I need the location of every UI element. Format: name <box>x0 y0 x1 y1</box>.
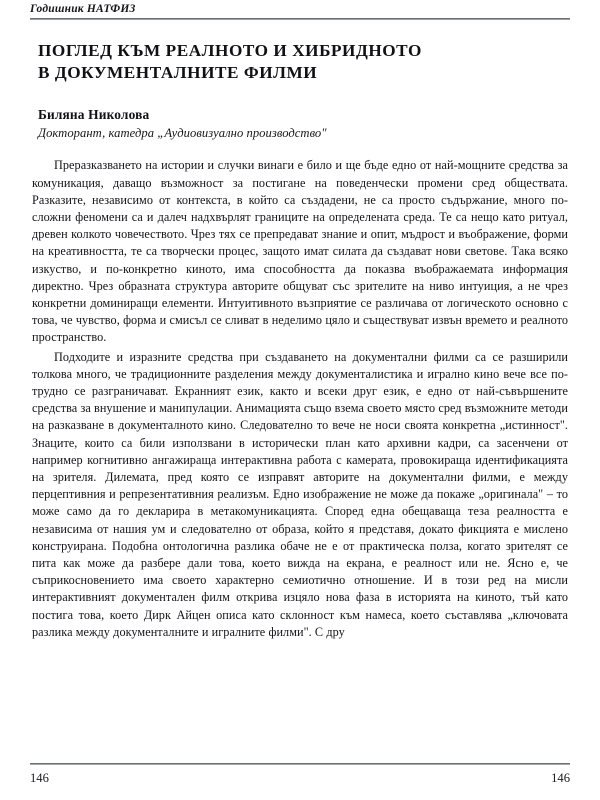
footer-row <box>30 771 570 786</box>
page-title-line-2: В ДОКУМЕНТАЛНИТЕ ФИЛМИ <box>38 62 318 82</box>
running-head: Годишник НАТФИЗ <box>30 3 136 15</box>
article-body <box>30 157 570 641</box>
title-block <box>30 40 570 83</box>
body-paragraph: Подходите и изразните средства при създаването на документални филми са се разширили толкова много, че традиционните разделения между документалистика и игрално кино вече все по-трудно се разграничават. Екранният език, както и всеки друг език, е едно от най-съвършените средства за внушение и манипулации. Анимацията също взема своето място сред възможните методи на разказване в документалното кино. Следователно то вече не носи своята конкретна „истинност". Знаците, които са били използвани в исторически план като архивни кадри, са засенчени от например когнитивно ангажираща интерактивна работа с камерата, провокираща идентификацията на зрителя. Дилемата, пред която се изправят авторите на документални филми, е между перцептивния и репрезентативния реализъм. Едно изображение не може да покаже „оригинала" – то може само да го декларира в метакомуникацията. Според една обещаваща теза реалността е независима от нашия ум и следователно от образа, който я представя, докато фикцията е мислено конструирана. Подобна онтологична разлика обаче не е от практическа полза, когато зрителят се пита как може да разбере дали това, което вижда на екрана, е реалност или не. Ясно е, че съприкосновението има своето характерно семиотично отношение. И в този ред на мисли интерактивният документален филм открива изцяло нова фаза в историята на киното, тъй като постига това, което Дирк Айцен описа като склонност към намеса, което съставлява „ключовата разлика между документалните и игралните филми". С дру <box>32 349 568 639</box>
header-divider <box>30 18 570 20</box>
page-number-right: 146 <box>551 771 570 785</box>
footer-divider <box>30 763 570 765</box>
page-number-left: 146 <box>30 771 49 785</box>
author-affiliation: Докторант, катедра „Аудиовизуално производство" <box>38 126 327 141</box>
body-paragraph: Преразказването на истории и случки винаги е било и ще бъде едно от най-мощните средства за комуникация, даващо възможност за постигане на поведенчески промени сред обществата. Разказите, независимо от контекста, в който са създадени, не са просто съдържание, много по-сложни феномени са и далеч надхвърлят границите на определената среда. Те са нещо като ритуал, древен колкото човечеството. Чрез тях се препредават знание и опит, мъдрост и въображение, форми на креативността, те са творчески процес, защото имат силата да създават нови светове. Така всяко изкуство, и по-конкретно киното, има способността да показва въображаемата информация директно. Чрез образната структура авторите общуват със зрителите на ниво интуиция, а не чрез конкретни доминиращи елементи. Интуитивното възприятие се различава от логическото основно с това, че чувство, форма и смисъл се сливат в неделимо цяло и съществуват извън времето и реалното пространство. <box>32 158 568 345</box>
author-block <box>30 107 570 141</box>
author-name: Биляна Николова <box>38 107 150 123</box>
page-footer <box>30 763 570 786</box>
page-title-line-1: ПОГЛЕД КЪМ РЕАЛНОТО И ХИБРИДНОТО <box>38 41 422 60</box>
page-title <box>38 40 570 83</box>
